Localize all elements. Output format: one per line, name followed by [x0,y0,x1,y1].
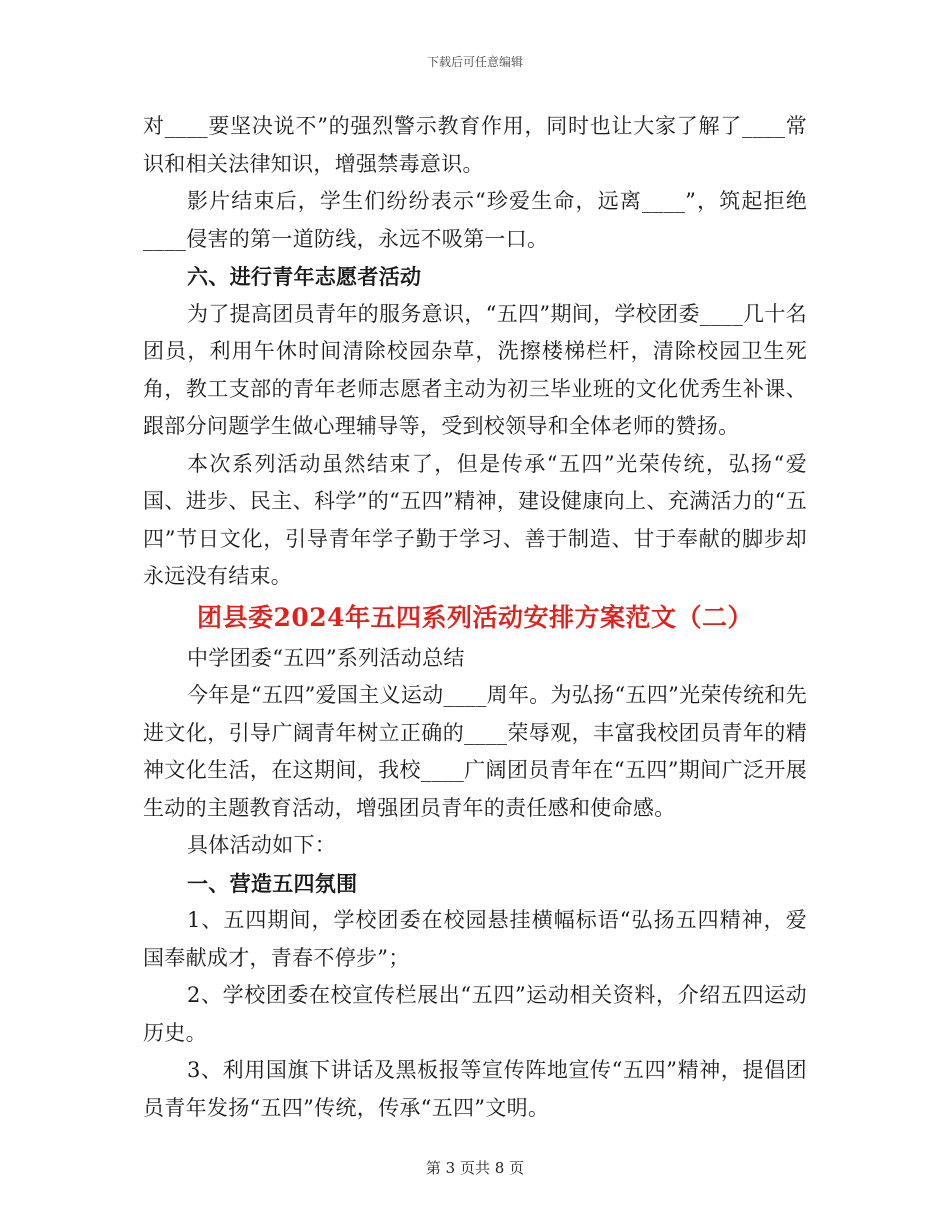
list-item: 3、利用国旗下讲话及黑板报等宣传阵地宣传“五四”精神，提倡团员青年发扬“五四”传统，传承“五四”文明。 [143,1058,807,1120]
list-item: 1、五四期间，学校团委在校园悬挂横幅标语“弘扬五四精神，爱国奉献成才，青春不停步”； [143,908,807,970]
page-header: 下载后可任意编辑 [426,55,523,69]
paragraph: 今年是“五四”爱国主义运动____周年。为弘扬“五四”光荣传统和先进文化，引导广阔青年树立正确的____荣辱观，丰富我校团员青年的精神文化生活，在这期间，我校____广阔团员青年在“五四”期间广泛开展生动的主题教育活动，增强团员青年的责任感和使命感。 [143,683,807,820]
paragraph: 具体活动如下： [187,833,337,857]
paragraph-subtitle: 中学团委“五四”系列活动总结 [187,645,465,670]
section-heading-volunteer: 六、进行青年志愿者活动 [187,264,422,289]
paragraph: 影片结束后，学生们纷纷表示“珍爱生命，远离____”，筑起拒绝____侵害的第一道防线，永远不吸第一口。 [143,189,807,251]
section-title: 团县委2024年五四系列活动安排方案范文（二） [196,602,754,632]
paragraph-continuation: 对____要坚决说不”的强烈警示教育作用，同时也让大家了解了____常识和相关法律知识，增强禁毒意识。 [143,114,807,176]
section-heading-atmosphere: 一、营造五四氛围 [187,870,358,896]
page-footer: 第 3 页共 8 页 [425,1159,525,1177]
paragraph: 为了提高团员青年的服务意识，“五四”期间，学校团委____几十名团员，利用午休时间清除校园杂草，洗擦楼梯栏杆，清除校园卫生死角，教工支部的青年老师志愿者主动为初三毕业班的文化优秀生补课、跟部分问题学生做心理辅导等，受到校领导和全体老师的赞扬。 [143,301,807,438]
paragraph: 本次系列活动虽然结束了，但是传承“五四”光荣传统，弘扬“爱国、进步、民主、科学”的“五四”精神，建设健康向上、充满活力的“五四”节日文化，引导青年学子勤于学习、善于制造、甘于奉献的脚步却永远没有结束。 [143,451,807,588]
list-item: 2、学校团委在校宣传栏展出“五四”运动相关资料，介绍五四运动历史。 [143,983,807,1045]
document-body [143,108,807,1127]
